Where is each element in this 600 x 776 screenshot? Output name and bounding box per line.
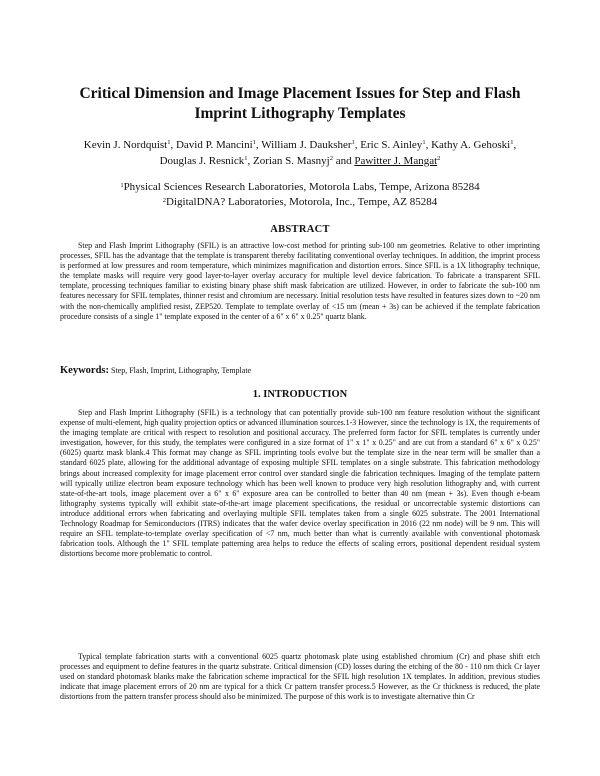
author-name: Zorian S. Masnyj [253,155,330,167]
affiliation-marker: 1 [244,155,248,162]
abstract-heading: ABSTRACT [270,224,330,235]
affiliation-text: Physical Sciences Research Laboratories, Motorola Labs, Tempe, Arizona 85284 [123,181,480,193]
affiliation-marker: 1 [167,139,171,146]
affiliation-marker: 1 [252,139,256,146]
affiliation-marker: 1 [510,139,514,146]
author-name: Eric S. Ainley [360,139,423,151]
affiliation-1 [60,180,540,195]
author-name: David P. Mancini [175,139,253,151]
affiliation-number: 2 [162,197,167,204]
author-name-presenting: Pawitter J. Mangat [354,155,438,167]
affiliation-marker: 2 [329,155,333,162]
author-name: William J. Dauksher [261,139,352,151]
section-heading: 1. INTRODUCTION [252,389,348,400]
abstract-text: Step and Flash Imprint Lithography (SFIL) is an attractive low-cost method for printing sub-100 nm geometries. Relative to other imprinting processes, SFIL has the advantage that the template is transparent thereby facilitating conventional overlay techniques. In addition, the imprint process is performed at low pressures and room temperature, which minimizes magnification and distortion errors. Since SFIL is a 1X lithography technique, the template masks will require very good layer-to-layer overlay accuracy for multiple level device fabrication. To fabricate a transparent SFIL template, processing techniques familiar to existing binary phase shift mask fabrication are utilized. However, in order to fabricate the sub-100 nm features necessary for SFIL templates, thinner resist and chromium are necessary. Initial resolution tests have resulted in features sizes down to ~20 nm with the non-chemically amplified resist, ZEP520. Template to template overlay of <15 nm (mean + 3s) can be achieved if the template fabrication procedure consists of a single 1" template exposed in the center of a 6" x 6" x 0.25" quartz blank. [60,241,540,321]
and-word: and [335,155,352,167]
affiliation-2 [60,195,540,210]
keywords-line [60,365,540,376]
author-name: Kathy A. Gehoski [431,139,511,151]
paper-title: Critical Dimension and Image Placement Issues for Step and Flash Imprint Lithography Templates [79,85,521,122]
affiliation-marker: 1 [351,139,355,146]
affiliation-marker: 1 [422,139,426,146]
affiliation-list [60,180,540,210]
affiliation-text: DigitalDNA? Laboratories, Motorola, Inc., Tempe, AZ 85284 [166,196,438,208]
keywords-text: Step, Flash, Imprint, Lithography, Template [111,366,252,375]
author-name: Douglas J. Resnick [159,155,245,167]
body-paragraph: Step and Flash Imprint Lithography (SFIL) is a technology that can potentially provide sub-100 nm feature resolution without the significant expense of multi-element, high quality projection optics or advanced illumination sources.1-3 However, since the technology is 1X, the requirements of the imaging template are critical with respect to resolution and positional accuracy. The preferred form factor for SFIL templates is currently under investigation, however, for this study, the templates were configured in a size format of 1" x 1" x 0.25" and are cut from a standard 6" x 6" x 0.25" (6025) quartz mask blank.4 This format may change as SFIL imprinting tools evolve but the template size in the near term will be smaller than a standard 6025 plate, allowing for the additional advantage of exposing multiple SFIL templates on a single substrate. This fabrication methodology brings about increased complexity for image placement error control over standard single die fabrication techniques. Imaging of the template pattern will typically utilize electron beam exposure technology which has been well known to produce very high resolution lithography and, with current state-of-the-art tools, image placement over a 6" x 6" exposure area can be controlled to better than 40 nm (mean + 3s). Even though e-beam lithography systems typically will exhibit state-of-the-art image placement specifications, the residual or uncorrectable systemic distortions can introduce additional errors when fabricating and overlaying multiple SFIL templates taken from a single 6025 substrate. The 2001 International Technology Roadmap for Semiconductors (ITRS) indicates that the wafer device overlay specification in 2016 (22 nm node) will be 9 nm. This will require an SFIL template-to-template overlay specification of <7 nm, much better than what is currently available with conventional photomask fabrication tools. Although the 1" SFIL template patterning area helps to reduce the effects of scaling errors, positional dependent residual system distortions become more problematic to control. [60,408,540,559]
keywords-label: Keywords: [60,365,109,376]
affiliation-number: 1 [120,182,124,189]
body-paragraph: Typical template fabrication starts with a conventional 6025 quartz photomask plate using established chromium (Cr) and phase shift etch processes and equipment to define features in the quartz substrate. Critical dimension (CD) losses during the etching of the 80 - 110 nm thick Cr layer used on standard photomask blanks make the fabrication scheme impractical for the SFIL high resolution 1X templates. In addition, previous studies indicate that image placement errors of 20 nm are typical for a thick Cr pattern transfer process.5 However, as the Cr thickness is reduced, the plate distortions from the pattern transfer process should also be minimized. The purpose of this work is to investigate alternative thin Cr [60,652,540,702]
author-list: Kevin J. Nordquist$^1$, David P. Mancini$^1$, William J. Dauksher$^1$, Eric S. Ainley$^1$, Kathy A. Gehoski$^1$, Douglas J. Resnick$^1$, Zorian S. Masnyj$^2$ and Pawitter J. Mangat$^2$ [83,139,517,167]
affiliation-marker: 2 [437,155,441,162]
author-name: Kevin J. Nordquist [83,139,168,151]
